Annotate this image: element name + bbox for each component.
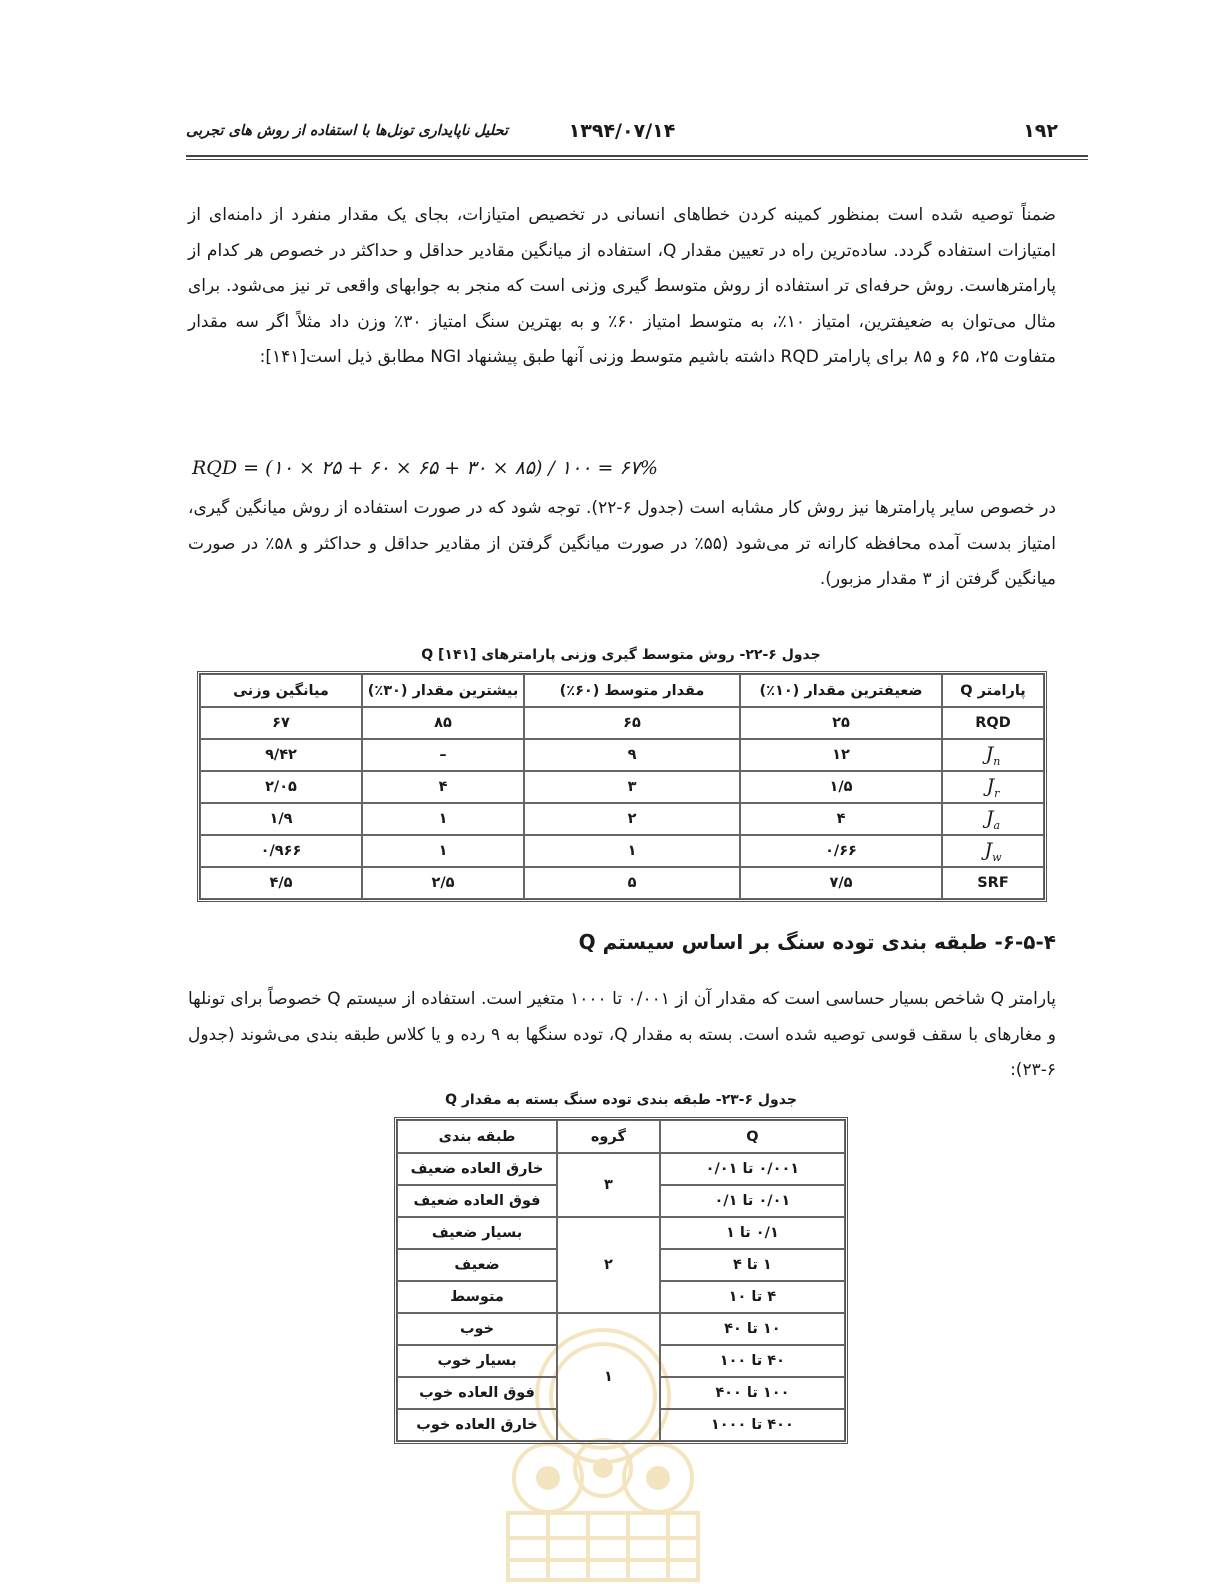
weighted-average-table (197, 671, 1047, 902)
param-cell: RQD (942, 707, 1044, 739)
weighted-cell: ۱/۹ (200, 803, 362, 835)
best-cell: ۸۵ (362, 707, 524, 739)
table-row (200, 771, 1044, 803)
weakest-cell: ۱/۵ (740, 771, 942, 803)
best-cell: ۴ (362, 771, 524, 803)
best-cell: ۲/۵ (362, 867, 524, 899)
table1-header: مقدار متوسط (۶۰٪) (524, 674, 740, 707)
q-range-cell: ۴ تا ۱۰ (660, 1281, 845, 1313)
q-range-cell: ۴۰۰ تا ۱۰۰۰ (660, 1409, 845, 1441)
table2-header: Q (660, 1120, 845, 1153)
paragraph-other-parameters: در خصوص سایر پارامترها نیز روش کار مشابه است (جدول ۶-۲۲). توجه شود که در صورت استفاده از روش میانگین گیری، امتیاز بدست آمده محافظه کارانه تر می‌شود (۵۵٪ در صورت میانگین گرفتن از مقادیر حداقل و حداکثر و ۵۸٪ در صورت میانگین گرفتن از ۳ مقدار مزبور). (188, 498, 1056, 590)
class-cell: متوسط (397, 1281, 557, 1313)
page-number: ۱۹۲ (1023, 120, 1058, 142)
class-cell: فوق العاده ضعیف (397, 1185, 557, 1217)
weakest-cell: ۷/۵ (740, 867, 942, 899)
class-cell: خوب (397, 1313, 557, 1345)
table2-header: طبقه بندی (397, 1120, 557, 1153)
header-rule (186, 155, 1088, 160)
paragraph-weighting-intro: ضمناً توصیه شده است بمنظور کمینه کردن خطاهای انسانی در تخصیص امتیازات، بجای یک مقدار منفرد از دامنه‌ای از امتیازات استفاده گردد. ساده‌ترین راه در تعیین مقدار Q، استفاده از میانگین مقادیر حداقل و حداکثر در خصوص هر کدام از پارامترهاست. روش حرفه‌ای تر استفاده از روش متوسط گیری وزنی است که منجر به جوابهای واقعی تر نیز می‌شود. برای مثال می‌توان به ضعیفترین، امتیاز ۱۰٪، به متوسط امتیاز ۶۰٪ و به بهترین سنگ امتیاز ۳۰٪ وزن داد مثلاً اگر سه مقدار متفاوت ۲۵، ۶۵ و ۸۵ برای پارامتر RQD داشته باشیم متوسط وزنی آنها طبق پیشنهاد NGI مطابق ذیل است[۱۴۱]: (188, 205, 1056, 368)
table1-header-row (200, 674, 1044, 707)
q-range-cell: ۱ تا ۴ (660, 1249, 845, 1281)
param-cell (942, 803, 1044, 835)
param-symbol: $J_a$ (985, 806, 1001, 832)
q-range-cell: ۰/۱ تا ۱ (660, 1217, 845, 1249)
table-row (200, 739, 1044, 771)
best-cell: – (362, 739, 524, 771)
average-cell: ۱ (524, 835, 740, 867)
weighted-cell: ۰/۹۶۶ (200, 835, 362, 867)
group-cell: ۳ (557, 1153, 660, 1217)
param-symbol: $J_r$ (986, 774, 1000, 800)
table-row (397, 1153, 845, 1185)
table2-header: گروه (557, 1120, 660, 1153)
table-row (397, 1313, 845, 1345)
table2-caption: جدول ۶-۲۳- طبقه بندی توده سنگ بسته به مقدار Q (445, 1092, 797, 1108)
group-cell: ۱ (557, 1313, 660, 1441)
param-symbol: $J_w$ (984, 838, 1002, 864)
weakest-cell: ۴ (740, 803, 942, 835)
table1-caption: جدول ۶-۲۲- روش متوسط گیری وزنی پارامترهای Q [۱۴۱] (421, 647, 821, 663)
section-heading: ۶-۵-۴- طبقه بندی توده سنگ بر اساس سیستم Q (578, 930, 1056, 954)
param-cell (942, 835, 1044, 867)
page-header (186, 118, 1058, 148)
average-cell: ۳ (524, 771, 740, 803)
average-cell: ۲ (524, 803, 740, 835)
weighted-cell: ۶۷ (200, 707, 362, 739)
group-cell: ۲ (557, 1217, 660, 1313)
param-cell (942, 739, 1044, 771)
table1-header: ضعیفترین مقدار (۱۰٪) (740, 674, 942, 707)
average-cell: ۹ (524, 739, 740, 771)
running-title: تحلیل ناپایداری تونل‌ها با استفاده از روش های تجربی (186, 123, 508, 139)
table2-header-row (397, 1120, 845, 1153)
weakest-cell: ۰/۶۶ (740, 835, 942, 867)
weighted-cell: ۴/۵ (200, 867, 362, 899)
class-cell: بسیار ضعیف (397, 1217, 557, 1249)
q-range-cell: ۰/۰۰۱ تا ۰/۰۱ (660, 1153, 845, 1185)
header-date: ۱۳۹۴/۰۷/۱۴ (568, 120, 676, 142)
table1-header: پارامتر Q (942, 674, 1044, 707)
rqd-formula: RQD = (۱۰ × ۲۵ + ۶۰ × ۶۵ + ۳۰ × ۸۵) / ۱۰۰ = ۶۷% (192, 457, 658, 479)
table-row (397, 1217, 845, 1249)
paragraph-q-system: پارامتر Q شاخص بسیار حساسی است که مقدار آن از ۰/۰۰۱ تا ۱۰۰۰ متغیر است. استفاده از سیستم Q خصوصاً برای تونلها و مغارهای با سقف قوسی توصیه شده است. بسته به مقدار Q، توده سنگها به ۹ رده و یا کلاس طبقه بندی می‌شوند (جدول ۶-۲۳): (188, 989, 1057, 1081)
q-range-cell: ۱۰ تا ۴۰ (660, 1313, 845, 1345)
class-cell: خارق العاده ضعیف (397, 1153, 557, 1185)
average-cell: ۵ (524, 867, 740, 899)
best-cell: ۱ (362, 803, 524, 835)
param-cell (942, 771, 1044, 803)
weighted-cell: ۹/۴۲ (200, 739, 362, 771)
table-row (200, 835, 1044, 867)
table-row (200, 707, 1044, 739)
q-range-cell: ۱۰۰ تا ۴۰۰ (660, 1377, 845, 1409)
average-cell: ۶۵ (524, 707, 740, 739)
param-cell: SRF (942, 867, 1044, 899)
q-range-cell: ۰/۰۱ تا ۰/۱ (660, 1185, 845, 1217)
param-symbol: $J_n$ (985, 742, 1001, 768)
weakest-cell: ۱۲ (740, 739, 942, 771)
table-row (200, 803, 1044, 835)
table1-header: میانگین وزنی (200, 674, 362, 707)
table1-header: بیشترین مقدار (۳۰٪) (362, 674, 524, 707)
weighted-cell: ۲/۰۵ (200, 771, 362, 803)
class-cell: ضعیف (397, 1249, 557, 1281)
class-cell: بسیار خوب (397, 1345, 557, 1377)
class-cell: فوق العاده خوب (397, 1377, 557, 1409)
class-cell: خارق العاده خوب (397, 1409, 557, 1441)
best-cell: ۱ (362, 835, 524, 867)
weakest-cell: ۲۵ (740, 707, 942, 739)
q-classification-table (394, 1117, 848, 1444)
q-range-cell: ۴۰ تا ۱۰۰ (660, 1345, 845, 1377)
table-row (200, 867, 1044, 899)
